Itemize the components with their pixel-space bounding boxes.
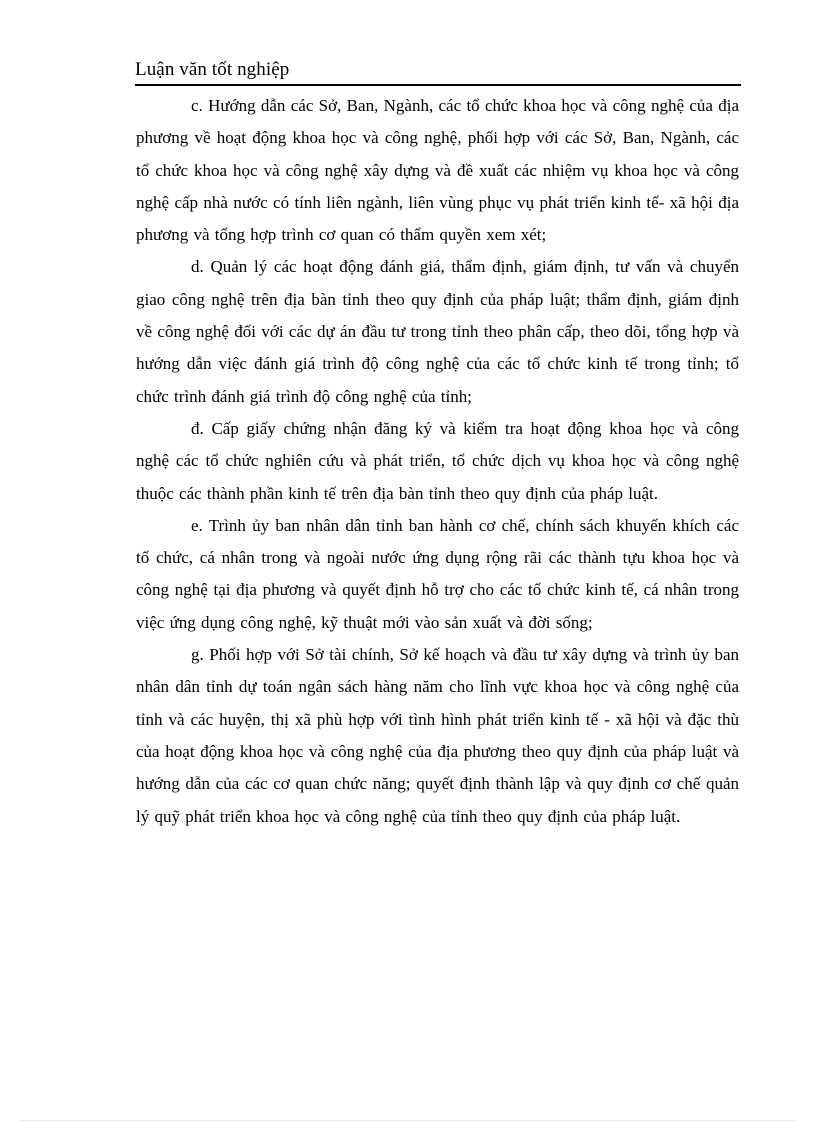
paragraph-dd: đ. Cấp giấy chứng nhận đăng ký và kiểm tra hoạt động khoa học và công nghệ các tổ chức nghiên cứu và phát triển, tổ chức dịch vụ khoa học và công nghệ thuộc các thành phần kinh tế trên địa bàn tỉnh theo quy định của pháp luật.	[136, 418, 739, 503]
page-header	[135, 58, 741, 86]
page-bottom-divider	[20, 1120, 796, 1121]
header-title: Luận văn tốt nghiệp	[135, 59, 290, 80]
document-body	[136, 90, 739, 833]
paragraph-c: c. Hướng dẫn các Sở, Ban, Ngành, các tổ chức khoa học và công nghệ của địa phương về hoạt động khoa học và công nghệ, phối hợp với các Sở, Ban, Ngành, các tổ chức khoa học và công nghệ xây dựng và đề xuất các nhiệm vụ khoa học và công nghệ cấp nhà nước có tính liên ngành, liên vùng phục vụ phát triển kinh tế- xã hội địa phương và tổng hợp trình cơ quan có thẩm quyền xem xét;	[136, 96, 739, 245]
paragraph-g: g. Phối hợp với Sở tài chính, Sở kế hoạch và đầu tư xây dựng và trình ủy ban nhân dân tỉnh dự toán ngân sách hàng năm cho lĩnh vực khoa học và công nghệ của tỉnh và các huyện, thị xã phù hợp với tình hình phát triển kinh tế - xã hội và đặc thù của hoạt động khoa học và công nghệ của địa phương theo quy định của pháp luật và hướng dẫn của các cơ quan chức năng; quyết định thành lập và quy định cơ chế quản lý quỹ phát triển khoa học và công nghệ của tỉnh theo quy định của pháp luật.	[136, 645, 739, 826]
paragraph-e: e. Trình ủy ban nhân dân tỉnh ban hành cơ chế, chính sách khuyến khích các tổ chức, cá nhân trong và ngoài nước ứng dụng rộng rãi các thành tựu khoa học và công nghệ tại địa phương và quyết định hỗ trợ cho các tổ chức kinh tế, cá nhân trong việc ứng dụng công nghệ, kỹ thuật mới vào sản xuất và đời sống;	[136, 515, 739, 632]
paragraph-d: d. Quản lý các hoạt động đánh giá, thẩm định, giám định, tư vấn và chuyển giao công nghệ trên địa bàn tỉnh theo quy định của pháp luật; thẩm định, giám định về công nghệ đối với các dự án đầu tư trong tỉnh theo phân cấp, theo dõi, tổng hợp và hướng dẫn việc đánh giá trình độ công nghệ của các tổ chức kinh tế trong tỉnh; tổ chức trình đánh giá trình độ công nghệ của tỉnh;	[136, 257, 739, 406]
